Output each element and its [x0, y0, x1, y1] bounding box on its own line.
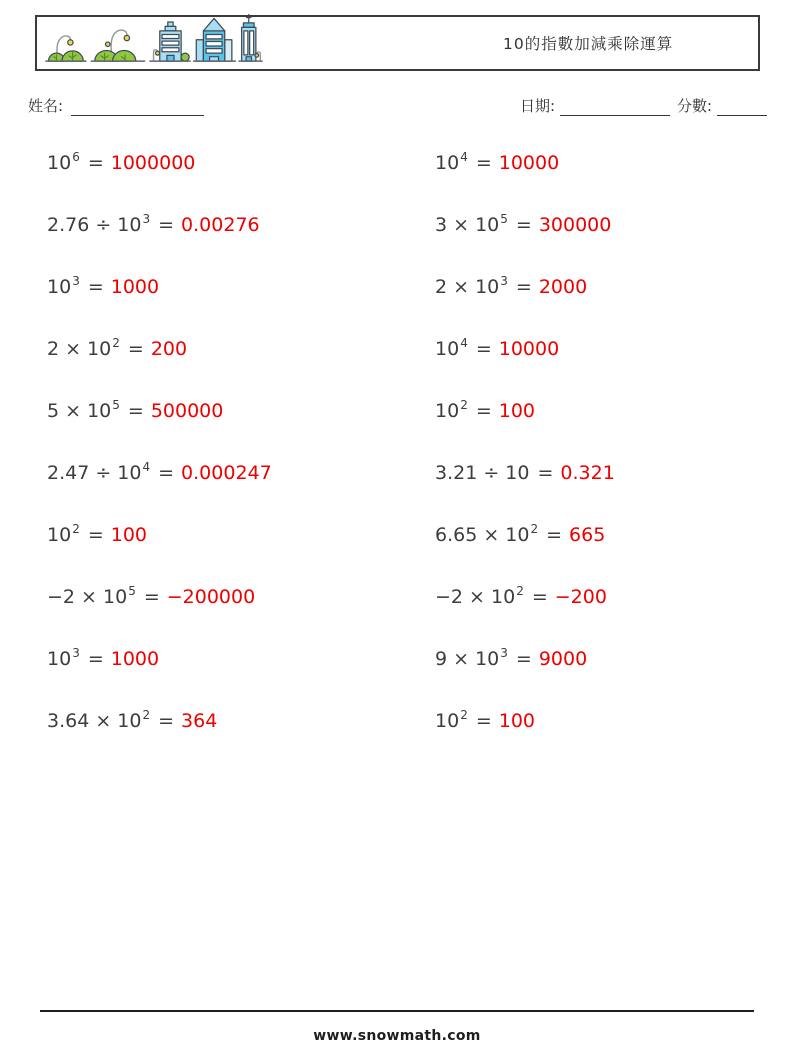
equals-sign: = — [158, 462, 175, 484]
problem-row — [435, 584, 615, 646]
problem-answer: 1000 — [110, 648, 160, 670]
problem-exponent: 2 — [142, 707, 151, 722]
equals-sign: = — [537, 462, 554, 484]
problems-column-left — [47, 150, 272, 770]
equals-sign: = — [546, 524, 563, 546]
problem-exponent: 3 — [500, 645, 508, 660]
equals-sign: = — [87, 648, 104, 670]
equals-sign: = — [531, 586, 548, 608]
problem-row — [435, 398, 615, 460]
problem-base: 2.47 ÷ 10 — [47, 462, 142, 484]
problem-base: 10 — [47, 276, 72, 298]
problem-answer: 300000 — [538, 214, 612, 236]
equals-sign: = — [158, 214, 175, 236]
problem-base: −2 × 10 — [47, 586, 128, 608]
date-label: 日期: — [520, 97, 556, 115]
problem-row — [47, 522, 272, 584]
problem-expression — [47, 150, 111, 176]
problem-exponent: 2 — [516, 583, 524, 598]
problem-answer: −200000 — [166, 586, 256, 608]
score-blank[interactable] — [717, 100, 767, 116]
equals-sign: = — [87, 152, 104, 174]
equals-sign: = — [515, 214, 532, 236]
problem-expression — [435, 522, 569, 548]
name-field-group — [28, 95, 204, 116]
problem-base: 2.76 ÷ 10 — [47, 214, 142, 236]
problem-exponent: 3 — [72, 645, 80, 660]
problem-answer: 0.000247 — [181, 462, 272, 484]
problem-expression — [47, 212, 181, 238]
equals-sign: = — [87, 524, 104, 546]
date-field-group — [520, 95, 670, 116]
problem-answer: 0.00276 — [181, 214, 260, 236]
city-skyline-icon — [45, 12, 263, 64]
problem-row — [435, 150, 615, 212]
problem-base: −2 × 10 — [435, 586, 516, 608]
problem-answer: 100 — [110, 524, 148, 546]
problem-row — [47, 274, 272, 336]
problem-expression — [435, 150, 499, 176]
problem-expression — [435, 398, 499, 424]
name-blank[interactable] — [71, 100, 204, 116]
problem-row — [435, 708, 615, 770]
problem-expression — [435, 646, 539, 672]
problem-row — [435, 212, 615, 274]
problem-base: 10 — [435, 400, 460, 422]
problem-answer: 500000 — [150, 400, 224, 422]
problem-exponent: 3 — [500, 273, 508, 288]
equals-sign: = — [158, 710, 175, 732]
problem-expression — [47, 398, 151, 424]
equals-sign: = — [475, 400, 492, 422]
problem-exponent: 2 — [460, 397, 468, 412]
problem-row — [47, 336, 272, 398]
page-title: 10的指數加減乘除運算 — [503, 35, 674, 53]
header-box — [35, 15, 760, 71]
problem-row — [47, 212, 272, 274]
problem-exponent: 3 — [72, 273, 80, 288]
problem-answer: −200 — [554, 586, 607, 608]
problem-exponent: 4 — [142, 459, 151, 474]
problems-column-right — [435, 150, 615, 770]
problem-row — [47, 398, 272, 460]
equals-sign: = — [87, 276, 104, 298]
problem-base: 2 × 10 — [435, 276, 500, 298]
problem-base: 3 × 10 — [435, 214, 500, 236]
tall-building-icon — [194, 18, 236, 61]
problem-answer: 1000 — [110, 276, 160, 298]
equals-sign: = — [127, 400, 144, 422]
problem-row — [47, 150, 272, 212]
problem-expression — [435, 584, 555, 610]
problem-base: 10 — [47, 648, 72, 670]
problem-answer: 10000 — [498, 152, 560, 174]
problem-row — [435, 646, 615, 708]
office-building-icon — [150, 22, 190, 61]
problem-row — [47, 584, 272, 646]
equals-sign: = — [475, 710, 492, 732]
fields-row — [0, 95, 794, 117]
footer-divider — [40, 1010, 754, 1012]
equals-sign: = — [475, 152, 492, 174]
problem-answer: 1000000 — [110, 152, 196, 174]
problem-row — [47, 460, 272, 522]
problem-base: 9 × 10 — [435, 648, 500, 670]
problem-exponent: 3 — [142, 211, 151, 226]
problem-answer: 364 — [181, 710, 218, 732]
name-label: 姓名: — [28, 97, 64, 115]
problem-exponent: 2 — [530, 521, 539, 536]
problem-expression — [435, 212, 539, 238]
problem-row — [435, 336, 615, 398]
problem-exponent: 5 — [500, 211, 508, 226]
tower-with-lamp-icon — [239, 14, 262, 61]
problem-answer: 665 — [569, 524, 606, 546]
problem-answer: 0.321 — [560, 462, 615, 484]
footer-url[interactable]: www.snowmath.com — [313, 1028, 481, 1044]
problem-answer: 10000 — [498, 338, 560, 360]
problem-base: 10 — [435, 338, 460, 360]
problem-exponent: 4 — [460, 335, 468, 350]
problem-answer: 100 — [498, 710, 536, 732]
problem-exponent: 4 — [460, 149, 468, 164]
problem-exponent: 5 — [128, 583, 136, 598]
date-blank[interactable] — [560, 100, 670, 116]
problem-expression — [47, 584, 167, 610]
problem-row — [435, 522, 615, 584]
problem-base: 10 — [435, 152, 460, 174]
problem-expression — [435, 336, 499, 362]
equals-sign: = — [127, 338, 144, 360]
problem-expression — [435, 708, 499, 734]
score-field-group — [677, 95, 767, 116]
problem-base: 10 — [47, 524, 72, 546]
equals-sign: = — [475, 338, 492, 360]
bush-with-lamp-icon — [91, 30, 144, 61]
bushes-with-lamp-icon — [46, 36, 86, 61]
problem-expression — [47, 336, 151, 362]
problem-exponent: 5 — [112, 397, 120, 412]
problem-base: 10 — [47, 152, 72, 174]
problem-exponent: 6 — [72, 149, 80, 164]
problem-exponent: 2 — [460, 707, 468, 722]
equals-sign: = — [515, 648, 532, 670]
problem-base: 2 × 10 — [47, 338, 112, 360]
equals-sign: = — [515, 276, 532, 298]
problem-expression — [47, 522, 111, 548]
problem-row — [47, 646, 272, 708]
problem-expression — [47, 274, 111, 300]
problem-expression — [47, 708, 181, 734]
problem-base: 3.21 ÷ 10 — [435, 462, 530, 484]
score-label: 分數: — [677, 97, 713, 115]
problem-row — [435, 274, 615, 336]
problem-answer: 2000 — [538, 276, 588, 298]
problem-base: 3.64 × 10 — [47, 710, 142, 732]
problem-answer: 100 — [498, 400, 536, 422]
problem-expression — [435, 460, 560, 486]
problem-base: 6.65 × 10 — [435, 524, 530, 546]
problem-base: 10 — [435, 710, 460, 732]
problem-exponent: 2 — [112, 335, 120, 350]
problem-expression — [47, 646, 111, 672]
problem-answer: 200 — [150, 338, 188, 360]
problem-row — [47, 708, 272, 770]
problem-expression — [47, 460, 181, 486]
problem-row — [435, 460, 615, 522]
problem-answer: 9000 — [538, 648, 588, 670]
equals-sign: = — [143, 586, 160, 608]
problem-base: 5 × 10 — [47, 400, 112, 422]
problem-exponent: 2 — [72, 521, 80, 536]
problem-expression — [435, 274, 539, 300]
